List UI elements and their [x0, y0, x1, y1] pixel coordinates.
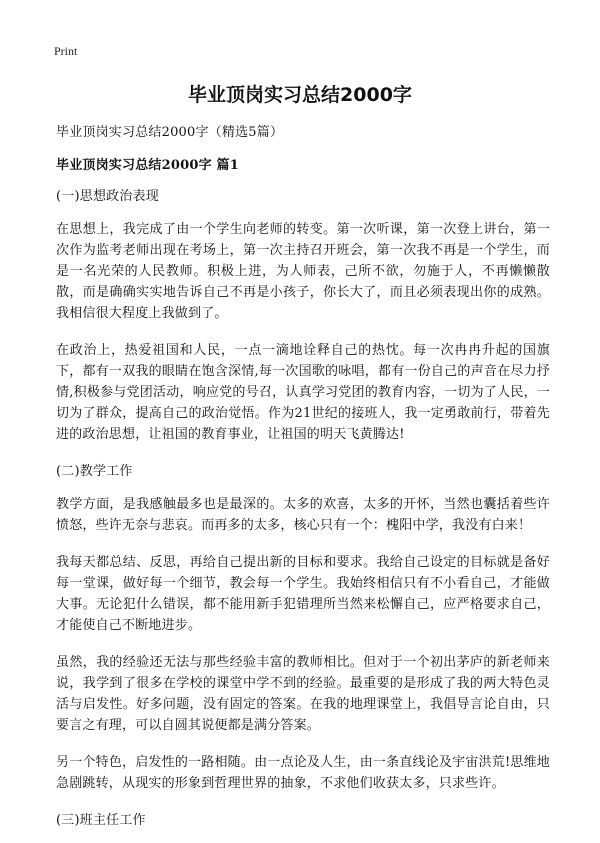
document-body — [56, 122, 550, 843]
heading-political: (一)思想政治表现 — [56, 189, 159, 204]
paragraph-inspiration: 另一个特色，启发性的一路相随。由一点论及人生，由一条直线论及宇宙洪荒!思维地急剧跳转，从现实的形象到哲理世界的抽象，不求他们收获太多，只求些许。 — [56, 755, 550, 791]
print-link[interactable]: Print — [54, 44, 78, 58]
paragraph-reflection: 我每天都总结、反思，再给自己提出新的目标和要求。我给自己设定的目标就是备好每一堂课，做好每一个细节，教会每一个学生。我始终相信只有不小看自己，才能做大事。无论犯什么错误，都不能用新手犯错理所当然来松懈自己，应严格要求自己，才能使自己不断地进步。 — [56, 555, 550, 633]
paragraph-politics: 在政治上，热爱祖国和人民，一点一滴地诠释自己的热忱。每一次冉冉升起的国旗下，都有一双我的眼睛在饱含深情,每一次国歌的咏唱，都有一份自己的声音在尽力抒情,积极参与党团活动，响应党的号召，认真学习党团的教育内容，一切为了人民，一切为了群众，提高自己的政治觉悟。作为21世纪的接班人，我一定勇敢前行，带着先进的政治思想，让祖国的教育事业，让祖国的明天飞黄腾达! — [56, 343, 550, 442]
section-title: 毕业顶岗实习总结2000字 篇1 — [56, 158, 239, 173]
heading-class-teacher: (三)班主任工作 — [56, 813, 146, 828]
paragraph-teaching-intro: 教学方面，是我感触最多也是最深的。太多的欢喜，太多的开怀，当然也囊括着些许愤怒，些许无奈与悲哀。而再多的太多，核心只有一个：槐阳中学，我没有白来！ — [56, 497, 550, 533]
heading-teaching: (二)教学工作 — [56, 464, 133, 479]
paragraph-ideology: 在思想上，我完成了由一个学生向老师的转变。第一次听课，第一次登上讲台，第一次作为监考老师出现在考场上，第一次主持召开班会，第一次我不再是一个学生，而是一名光荣的人民教师。积极上进，为人师表，己所不欲，勿施于人，不再懒懒散散，而是确确实实地告诉自己不再是小孩子，你长大了，而且必须表现出你的成熟。我相信很大程度上我做到了。 — [56, 222, 550, 321]
document-subtitle: 毕业顶岗实习总结2000字（精选5篇） — [56, 125, 284, 140]
paragraph-experience: 虽然，我的经验还无法与那些经验丰富的教师相比。但对于一个初出茅庐的新老师来说，我学到了很多在学校的课堂中学不到的经验。最重要的是形成了我的两大特色灵活与启发性。好多问题，没有固定的答案。在我的地理课堂上，我倡导言论自由，只要言之有理，可以自圆其说便都是满分答案。 — [56, 655, 550, 733]
document-title: 毕业顶岗实习总结2000字 — [188, 84, 412, 106]
